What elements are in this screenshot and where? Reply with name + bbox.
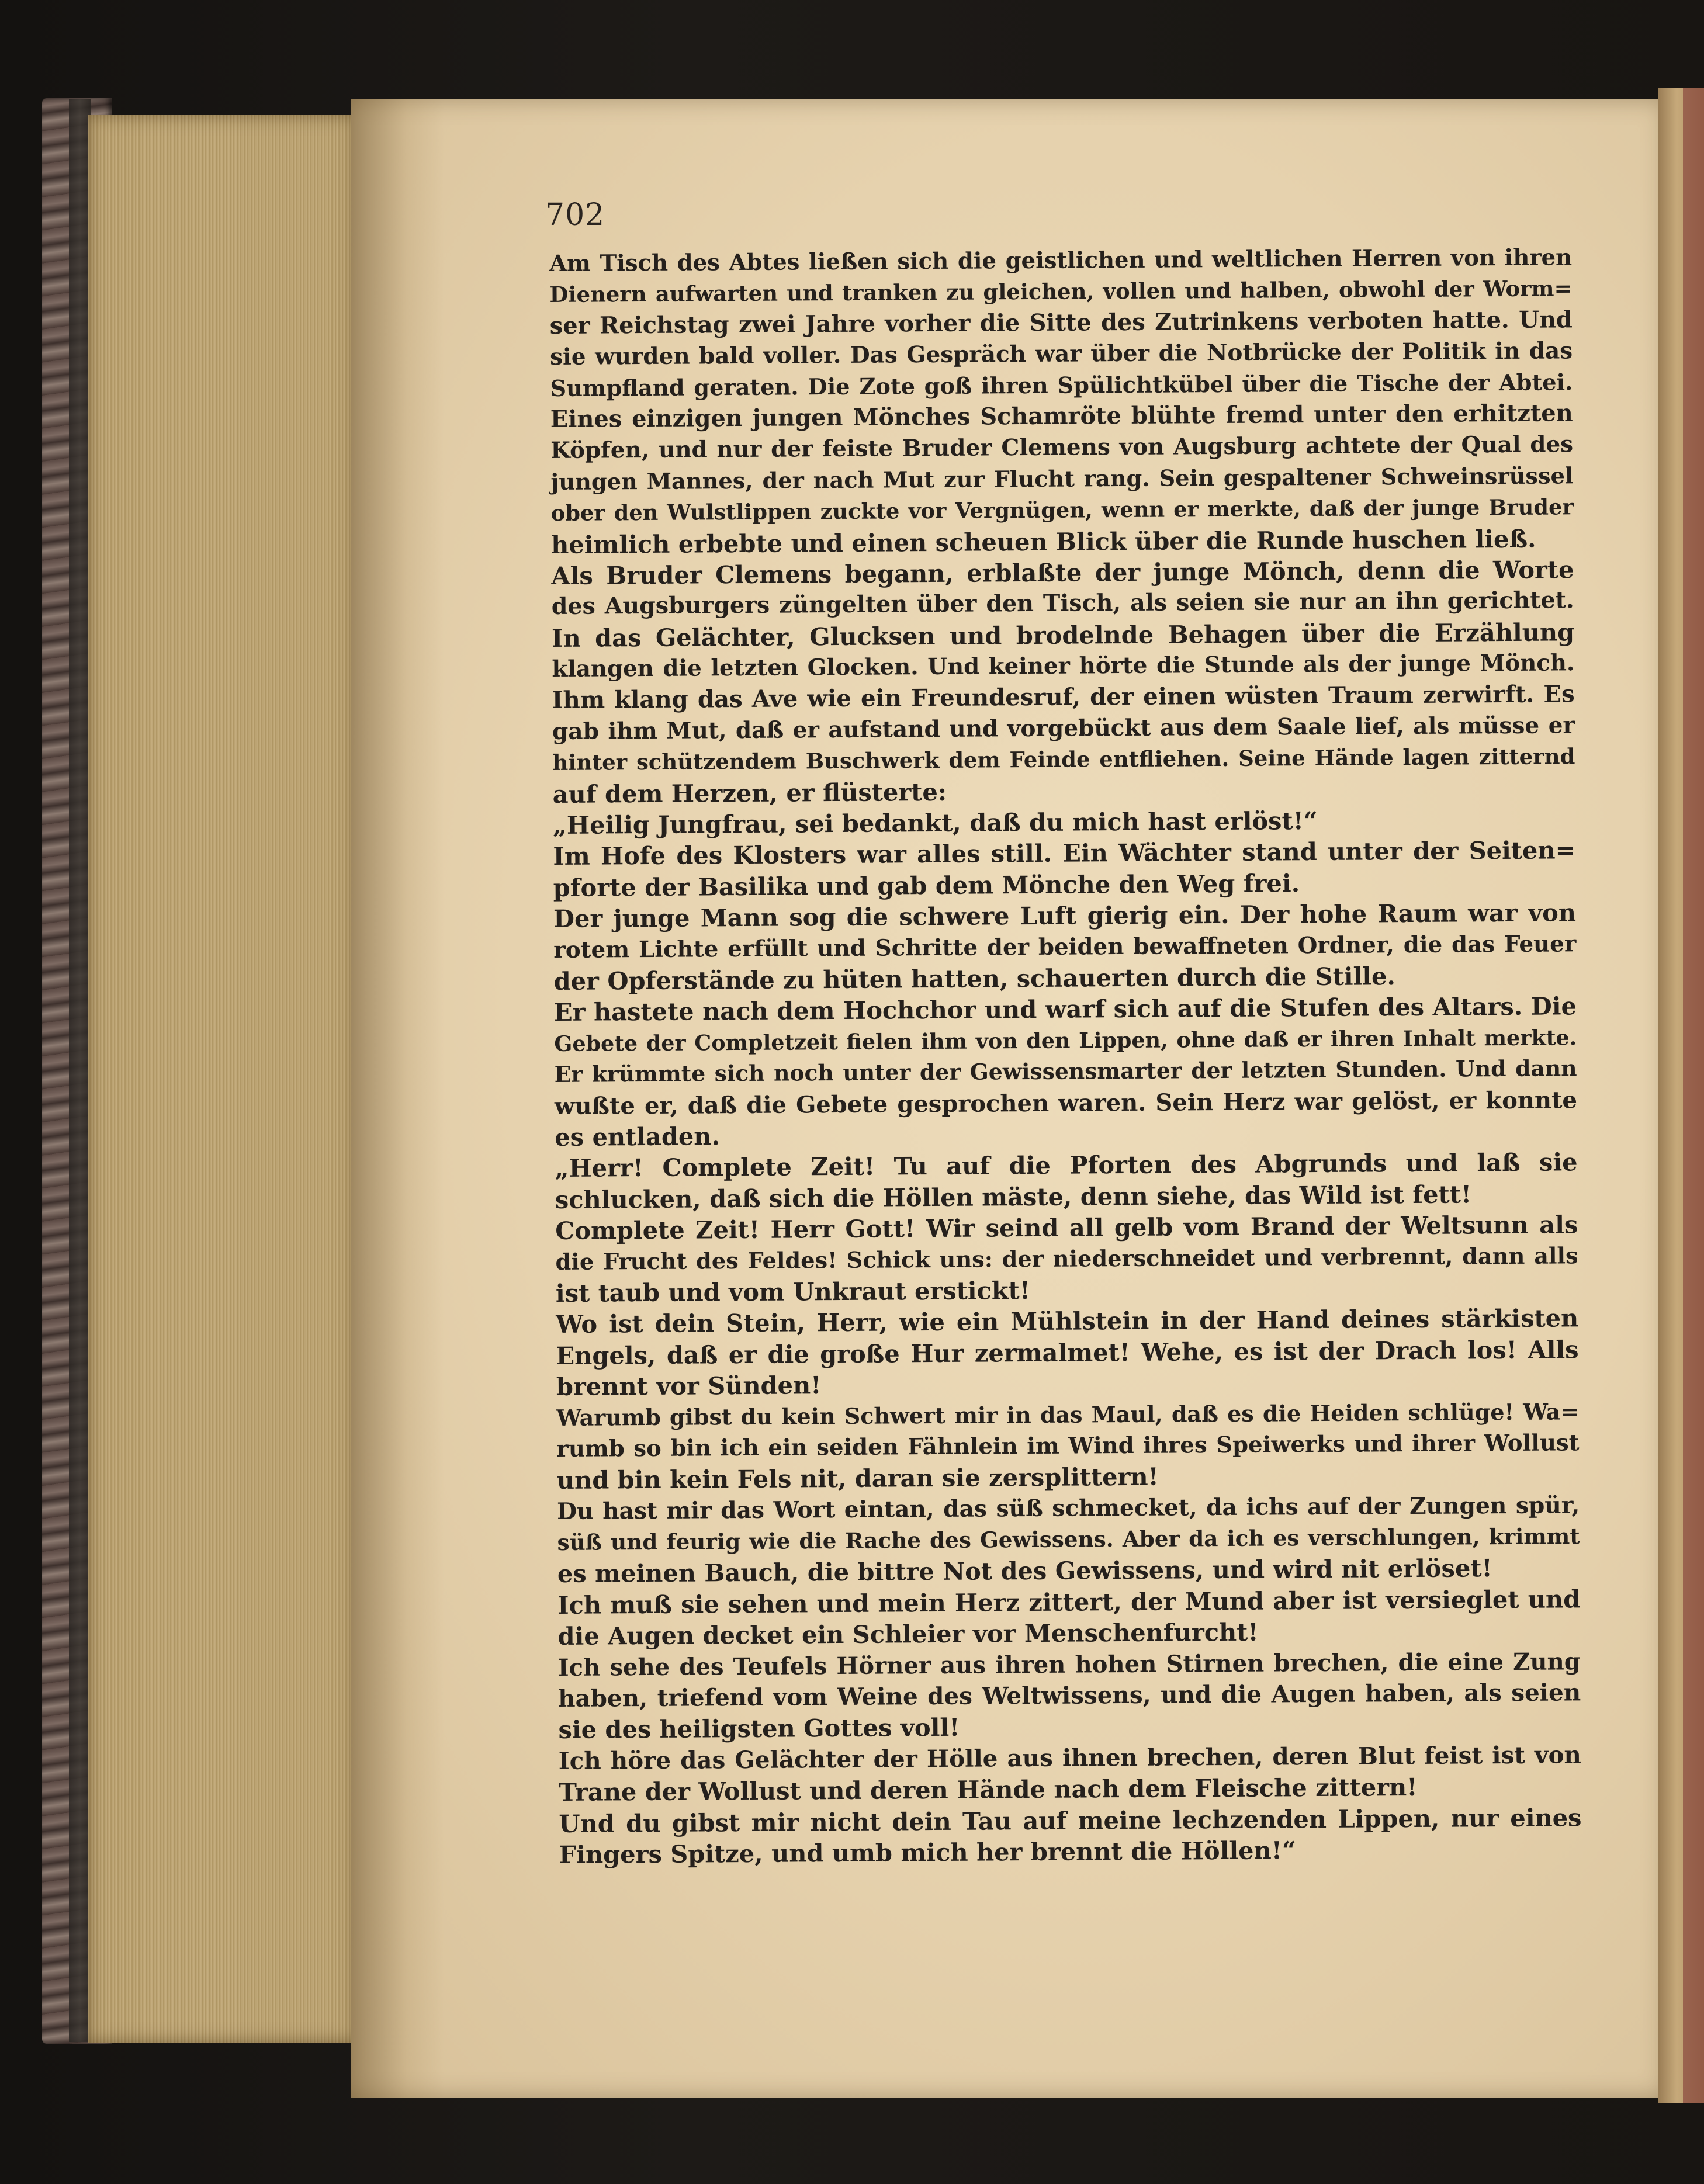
text-line: ober den Wulstlippen zuckte vor Vergnügen, wenn er merkte, daß der junge Bruder (550, 494, 1574, 526)
text-line: rotem Lichte erfüllt und Schritte der beiden bewaffneten Ordner, die das Feuer (553, 930, 1577, 963)
text-line: Sumpfland geraten. Die Zote goß ihren Spülichtkübel über die Tische der Abtei. (550, 369, 1573, 402)
text-line: Ihm klang das Ave wie ein Freundesruf, der einen wüsten Traum zerwirft. Es (552, 680, 1575, 715)
text-line: Ich muß sie sehen und mein Herz zittert, der Mund aber ist versieglet und (557, 1585, 1581, 1620)
text-line: Warumb gibst du kein Schwert mir in das Maul, daß es die Heiden schlüge! Wa= (556, 1398, 1580, 1431)
text-line: wußte er, daß die Gebete gesprochen waren. Sein Herz war gelöst, er konnte (554, 1086, 1578, 1120)
text-line: Gebete der Completzeit fielen ihm von den Lippen, ohne daß er ihren Inhalt merkte. (554, 1025, 1577, 1056)
text-line: ser Reichstag zwei Jahre vorher die Sitte des Zutrinkens verboten hatte. Und (549, 306, 1573, 339)
text-line: Im Hofe des Klosters war alles still. Ein Wächter stand unter der Seiten= (553, 836, 1576, 871)
text-line: hinter schützendem Buschwerk dem Feinde entfliehen. Seine Hände lagen zitternd (552, 743, 1575, 776)
text-line: sie des heiligsten Gottes voll! (558, 1713, 960, 1745)
text-line: die Augen decket ein Schleier vor Menschenfurcht! (557, 1617, 1259, 1651)
text-line: der Opferstände zu hüten hatten, schauerten durch die Stille. (553, 962, 1396, 996)
text-line: es entladen. (555, 1122, 721, 1152)
text-line: gab ihm Mut, daß er aufstand und vorgebückt aus dem Saale lief, als müsse er (552, 712, 1575, 745)
text-line: Eines einzigen jungen Mönches Schamröte blühte fremd unter den erhitzten (550, 400, 1573, 433)
text-line: Du hast mir das Wort eintan, das süß schmecket, da ichs auf der Zungen spür, (557, 1491, 1580, 1525)
text-line: klangen die letzten Glocken. Und keiner hörte die Stunde als der junge Mönch. (552, 650, 1575, 683)
text-line: und bin kein Fels nit, daran sie zersplittern! (556, 1462, 1159, 1495)
text-line: Ich höre das Gelächter der Hölle aus ihnen brechen, deren Blut feist ist von (558, 1741, 1581, 1775)
text-line: Trane der Wollust und deren Hände nach dem Fleische zittern! (558, 1773, 1418, 1807)
text-line: die Frucht des Feldes! Schick uns: der niederschneidet und verbrennt, dann alls (555, 1242, 1578, 1275)
facing-cover-edge (1683, 88, 1704, 2103)
text-line: „Heilig Jungfrau, sei bedankt, daß du mich hast erlöst!“ (552, 806, 1318, 840)
text-line: Der junge Mann sog die schwere Luft gierig ein. Der hohe Raum war von (553, 898, 1577, 934)
text-line: Dienern aufwarten und tranken zu gleichen, vollen und halben, obwohl der Worm= (549, 275, 1573, 308)
text-line: heimlich erbebte und einen scheuen Blick über die Runde huschen ließ. (550, 524, 1536, 559)
text-line: haben, triefend vom Weine des Weltwissens, und die Augen haben, als seien (558, 1678, 1581, 1712)
text-line: Engels, daß er die große Hur zermalmet! Wehe, es ist der Drach los! Alls (556, 1334, 1579, 1370)
text-line: „Herr! Complete Zeit! Tu auf die Pforten des Abgrunds und laß sie (555, 1148, 1578, 1183)
text-line: Er hastete nach dem Hochchor und warf sich auf die Stufen des Altars. Die (553, 992, 1577, 1027)
text-line: Wo ist dein Stein, Herr, wie ein Mühlstein in der Hand deines stärkisten (556, 1304, 1579, 1339)
page-number: 702 (545, 197, 605, 233)
page-edges-stack (88, 115, 356, 2043)
text-line: Köpfen, und nur der feiste Bruder Clemens von Augsburg achtete der Qual des (550, 431, 1574, 464)
text-line: rumb so bin ich ein seiden Fähnlein im Wind ihres Speiwerks und ihrer Wollust (556, 1430, 1580, 1462)
text-line: Complete Zeit! Herr Gott! Wir seind all gelb vom Brand der Weltsunn als (555, 1210, 1578, 1246)
text-line: sie wurden bald voller. Das Gespräch war über die Notbrücke der Politik in das (549, 337, 1573, 371)
text-line: Fingers Spitze, und umb mich her brennt die Höllen!“ (559, 1836, 1296, 1869)
text-line: Als Bruder Clemens begann, erblaßte der junge Mönch, denn die Worte (551, 555, 1574, 590)
text-line: jungen Mannes, der nach Mut zur Flucht rang. Sein gespaltener Schweinsrüssel (550, 463, 1574, 495)
text-line: des Augsburgers züngelten über den Tisch, als seien sie nur an ihn gerichtet. (551, 587, 1574, 620)
text-line: es meinen Bauch, die bittre Not des Gewissens, und wird nit erlöset! (557, 1554, 1492, 1589)
text-line: Am Tisch des Abtes ließen sich die geistlichen und weltlichen Herren von ihren (549, 244, 1573, 277)
text-line: Und du gibst mir nicht dein Tau auf meine lechzenden Lippen, nur eines (559, 1802, 1582, 1838)
text-line: pforte der Basilika und gab dem Mönche den Weg frei. (553, 868, 1300, 902)
body-text (549, 242, 1582, 1870)
text-line: Er krümmte sich noch unter der Gewissensmarter der letzten Stunden. Und dann (554, 1055, 1577, 1088)
text-line: Ich sehe des Teufels Hörner aus ihren hohen Stirnen brechen, die eine Zung (557, 1647, 1581, 1682)
text-line: süß und feurig wie die Rache des Gewissens. Aber da ich es verschlungen, krimmt (557, 1523, 1580, 1555)
text-line: auf dem Herzen, er flüsterte: (552, 777, 947, 809)
text-line: In das Gelächter, Glucksen und brodelnde Behagen über die Erzählung (551, 617, 1575, 653)
text-line: ist taub und vom Unkraut erstickt! (555, 1275, 1031, 1308)
text-line: schlucken, daß sich die Höllen mäste, denn siehe, das Wild ist fett! (555, 1180, 1472, 1214)
text-line: brennt vor Sünden! (556, 1371, 822, 1402)
